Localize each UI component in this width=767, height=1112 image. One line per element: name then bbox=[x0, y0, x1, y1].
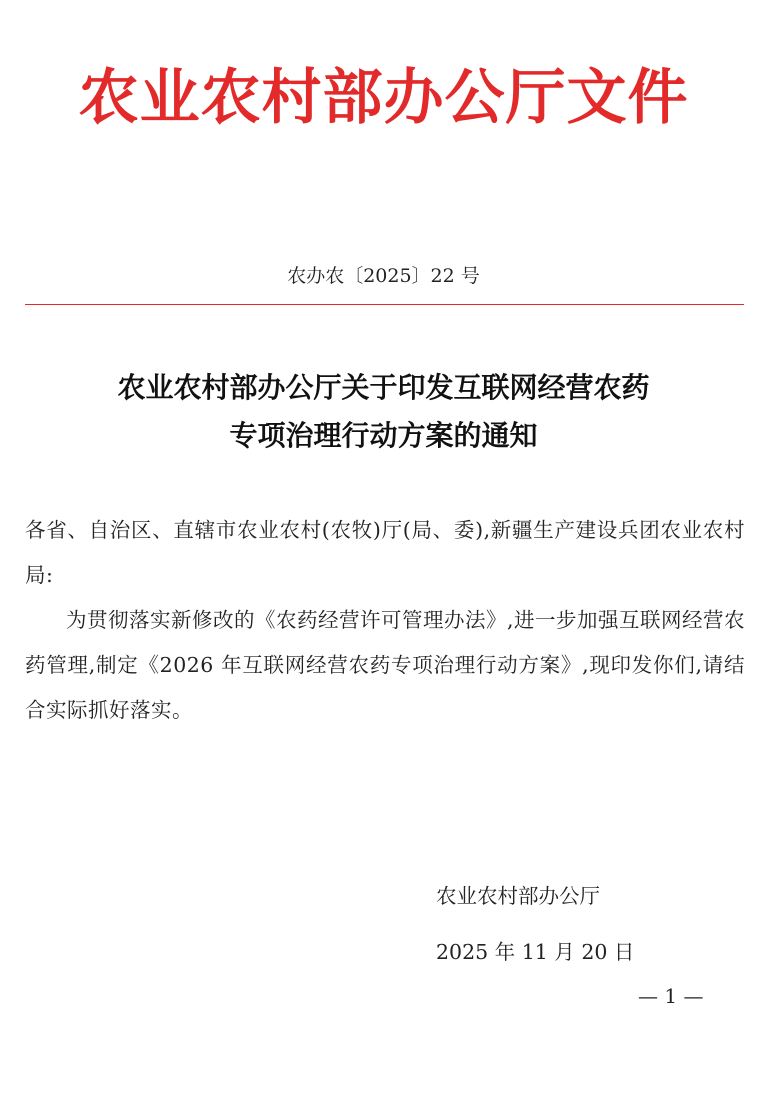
page-number: — 1 — bbox=[638, 984, 704, 1008]
red-divider-line bbox=[25, 304, 744, 305]
document-header-title: 农业农村部办公厅文件 bbox=[78, 63, 689, 133]
signature-block bbox=[436, 868, 634, 980]
issuer-name: 农业农村部办公厅 bbox=[436, 884, 600, 908]
document-body bbox=[25, 508, 745, 733]
salutation: 各省、自治区、直辖市农业农村(农牧)厅(局、委),新疆生产建设兵团农业农村局: bbox=[25, 518, 745, 587]
body-paragraph: 为贯彻落实新修改的《农药经营许可管理办法》,进一步加强互联网经营农药管理,制定《2026 年互联网经营农药专项治理行动方案》,现印发你们,请结合实际抓好落实。 bbox=[25, 608, 746, 722]
notice-title bbox=[0, 364, 767, 460]
notice-title-line-2: 专项治理行动方案的通知 bbox=[229, 419, 538, 452]
document-number: 农办农〔2025〕22 号 bbox=[287, 265, 480, 287]
issue-date: 2025 年 11 月 20 日 bbox=[436, 940, 635, 964]
notice-title-line-1: 农业农村部办公厅关于印发互联网经营农药 bbox=[117, 371, 650, 404]
